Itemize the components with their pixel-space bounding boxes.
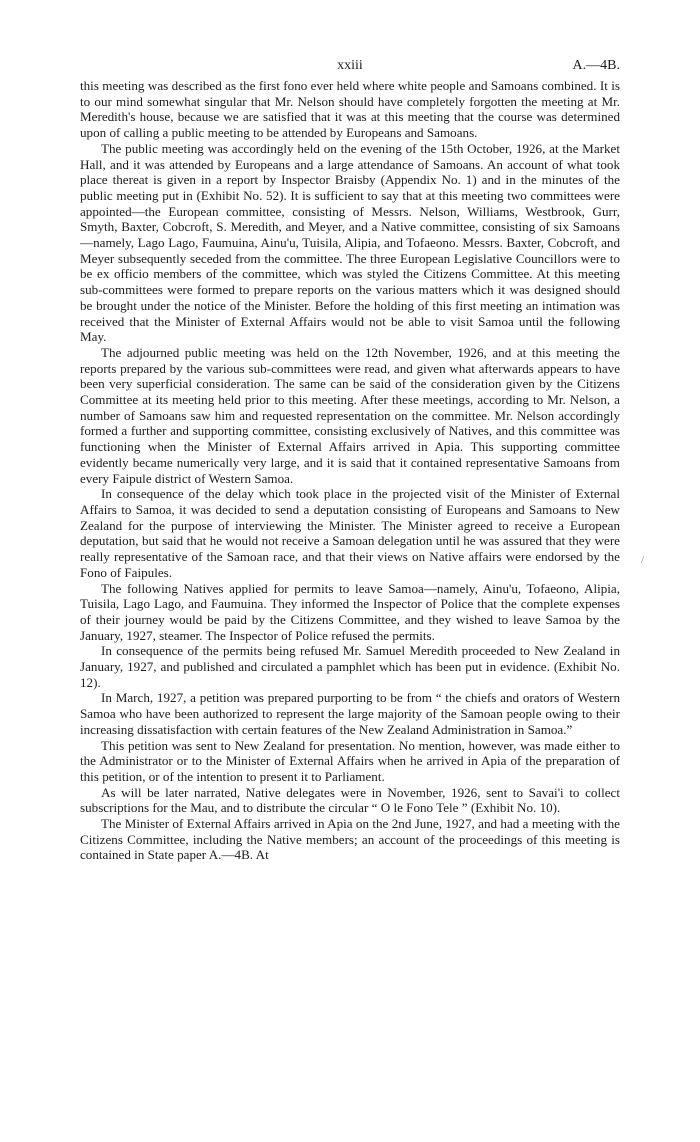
paragraph: In consequence of the delay which took place in the projected visit of the Minister of External Affairs to Samoa, it was decided to send a deputation consisting of Europeans and Samoans to New Zealand for the purpose of interviewing the Minister. The Minister agreed to receive a European deputation, but said that he would not receive a Samoan delegation until he was assured that they were really representative of the Samoan race, and that their views on Native affairs were endorsed by the Fono of Faipules. [80,486,620,580]
paragraph: The following Natives applied for permits to leave Samoa—namely, Ainu'u, Tofaeono, Alipia, Tuisila, Lago Lago, and Faumuina. They informed the Inspector of Police that the complete expenses of their journey would be paid by the Citizens Committee, and they wished to leave Samoa by the January, 1927, steamer. The Inspector of Police refused the permits. [80,580,620,643]
document-reference: A.—4B. [572,58,620,73]
paragraph: The Minister of External Affairs arrived in Apia on the 2nd June, 1927, and had a meeting with the Citizens Committee, including the Native members; an account of the proceedings of this meeting is contained in State paper A.—4B. At [80,816,620,863]
page-header [80,58,620,78]
paragraph: In consequence of the permits being refused Mr. Samuel Meredith proceeded to New Zealand in January, 1927, and published and circulated a pamphlet which has been put in evidence. (Exhibit No. 12). [80,643,620,690]
paragraph: The adjourned public meeting was held on the 12th November, 1926, and at this meeting the reports prepared by the various sub-committees were read, and given what afterwards appears to have been very superficial consideration. The same can be said of the consideration given by the Citizens Committee at its meeting held prior to this meeting. After these meetings, according to Mr. Nelson, a number of Samoans saw him and requested representation on the committee. Mr. Nelson accordingly formed a further and supporting committee, consisting exclusively of Natives, and this committee was functioning when the Minister of External Affairs arrived in Apia. This supporting committee evidently became numerically very large, and it is said that it contained representative Samoans from every Faipule district of Western Samoa. [80,344,620,486]
margin-mark: / [641,554,645,566]
paragraph: The public meeting was accordingly held on the evening of the 15th October, 1926, at the Market Hall, and it was attended by Europeans and a large attendance of Samoans. An account of what took place thereat is given in a report by Inspector Braisby (Appendix No. 1) and in the minutes of the public meeting put in (Exhibit No. 52). It is sufficient to say that at this meeting two committees were appointed—the European committee, consisting of Messrs. Nelson, Williams, Westbrook, Gurr, Smyth, Baxter, Cobcroft, S. Meredith, and Meyer, and a Native committee, consisting of six Samoans—namely, Lago Lago, Faumuina, Ainu'u, Tuisila, Alipia, and Tofaeono. Messrs. Baxter, Cobcroft, and Meyer subsequently seceded from the committee. The three European Legislative Councillors were to be ex officio members of the committee, which was styled the Citizens Committee. At this meeting sub-committees were formed to prepare reports on the various matters which it was designed should be brought under the notice of the Minister. Before the holding of this first meeting an intimation was received that the Minister of External Affairs would not be able to visit Samoa until the following May. [80,140,620,345]
page-number: xxiii [337,58,363,73]
body-text [80,78,620,863]
paragraph: As will be later narrated, Native delegates were in November, 1926, sent to Savai'i to collect subscriptions for the Mau, and to distribute the circular “ O le Fono Tele ” (Exhibit No. 10). [80,784,620,816]
paragraph: this meeting was described as the first fono ever held where white people and Samoans combined. It is to our mind somewhat singular that Mr. Nelson should have completely forgotten the meeting at Mr. Meredith's house, because we are satisfied that it was at this meeting that the course was determined upon of calling a public meeting to be attended by Europeans and Samoans. [80,78,620,141]
paragraph: In March, 1927, a petition was prepared purporting to be from “ the chiefs and orators of Western Samoa who have been authorized to represent the large majority of the Samoan people owing to their increasing dissatisfaction with certain features of the New Zealand Administration in Samoa.” [80,690,620,737]
paragraph: This petition was sent to New Zealand for presentation. No mention, however, was made either to the Administrator or to the Minister of External Affairs when he arrived in Apia of the preparation of this petition, or of the intention to present it to Parliament. [80,737,620,784]
